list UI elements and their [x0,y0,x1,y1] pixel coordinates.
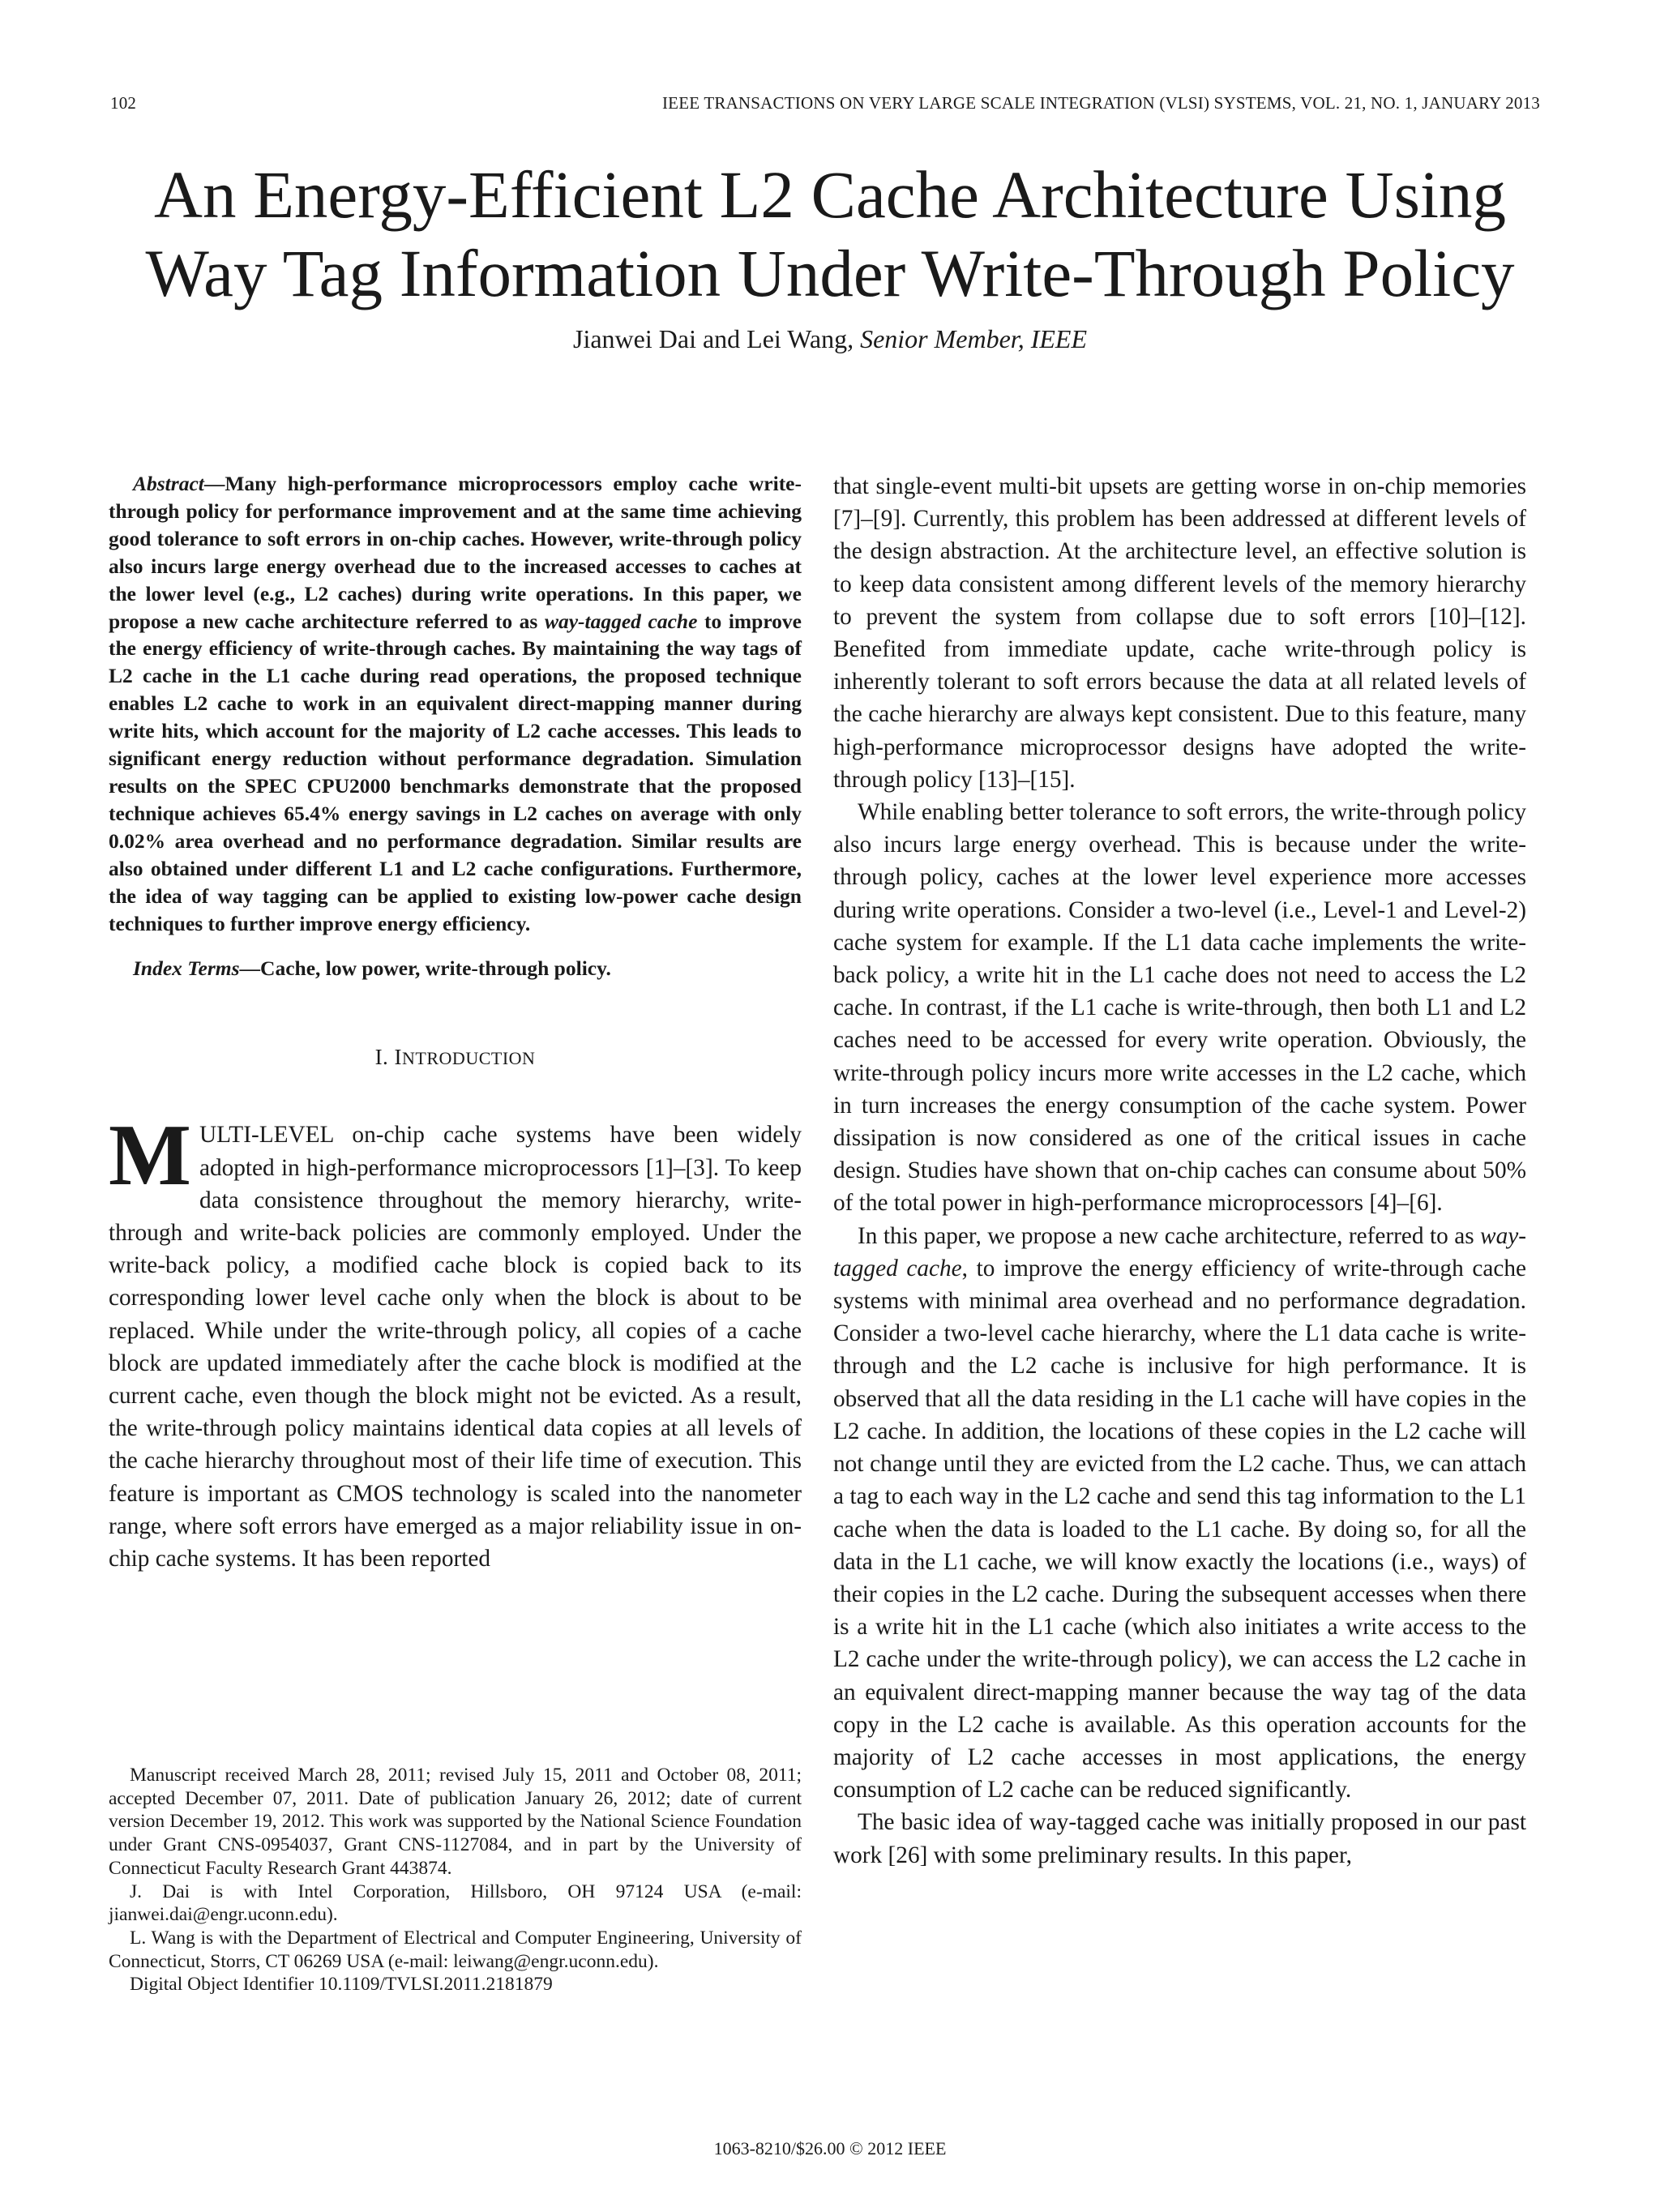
abstract [109,470,802,937]
footnote-dai: J. Dai is with Intel Corporation, Hillsboro, OH 97124 USA (e-mail: jianwei.dai@engr.uconn.edu). [109,1880,802,1926]
footnote-doi: Digital Object Identifier 10.1109/TVLSI.2011.2181879 [130,1974,553,1996]
intro-paragraph-2: While enabling better tolerance to soft errors, the write-through policy also incurs large energy overhead. This is because under the write-through policy, caches at the lower level experience more accesses during write operations. Consider a two-level (i.e., Level-1 and Level-2) cache system for example. If the L1 data cache implements the write-back policy, a write hit in the L1 cache does not need to access the L2 cache. In contrast, if the L1 cache is write-through, then both L1 and L2 caches need to be accessed for every write operation. Obviously, the write-through policy incurs more write accesses in the L2 cache, which in turn increases the energy consumption of the cache system. Power dissipation is now considered as one of the critical issues in cache design. Studies have shown that on-chip caches can consume about 50% of the total power in high-performance microprocessors [4]–[6]. [833,799,1526,1217]
intro-paragraph-4: The basic idea of way-tagged cache was initially proposed in our past work [26] with some preliminary results. In this paper, [833,1809,1526,1868]
intro-paragraph-3-b: , to improve the energy efficiency of write-through cache systems with minimal area overhead and no performance degradation. Consider a two-level cache hierarchy, where the L1 data cache is write-through and the L2 cache is inclusive for high performance. It is observed that all the data residing in the L1 cache will have copies in the L2 cache. In addition, the locations of these copies in the L2 cache will not change until they are evicted from the L2 cache. Thus, we can attach a tag to each way in the L2 cache and send this tag information to the L1 cache when the data is loaded to the L1 cache. By doing so, for all the data in the L1 cache, we will know exactly the locations (i.e., ways) of their copies in the L2 cache. During the subsequent accesses when there is a write hit in the L1 cache (which also initiates a write access to the L2 cache under the write-through policy), we can access the L2 cache in an equivalent direct-mapping manner because the way tag of the data copy in the L2 cache is available. As this operation accounts for the majority of L2 cache accesses in most applications, the energy consumption of L2 cache can be reduced significantly. [833,1255,1526,1803]
left-column [109,470,802,1575]
paper-title [0,156,1660,313]
abstract-text-1: —Many high-performance microprocessors employ cache write-through policy for performance improvement and at the same time achieving good tolerance to soft errors in on-chip caches. However, write-through policy also incurs large energy overhead due to the increased accesses to caches at the lower level (e.g., L2 caches) during write operations. In this paper, we propose a new cache architecture referred to as [109,472,802,633]
author-names: Jianwei Dai and Lei Wang [573,324,848,353]
footnote-manuscript: Manuscript received March 28, 2011; revised July 15, 2011 and October 08, 2011; accepted December 07, 2011. Date of publication January 26, 2012; date of current version December 19, 2012. This work was supported by the National Science Foundation under Grant CNS-0954037, Grant CNS-1127084, and in part by the University of Connecticut Faculty Research Grant 443874. [109,1765,802,1879]
intro-paragraph-3-a: In this paper, we propose a new cache architecture, referred to as [858,1222,1481,1249]
page-number: 102 [110,93,137,113]
intro-paragraph-1-text: ULTI-LEVEL on-chip cache systems have been widely adopted in high-performance microprocessors [1]–[3]. To keep data consistence throughout the memory hierarchy, write-through and write-back policies are commonly employed. Under the write-back policy, a modified cache block is copied back to its corresponding lower level cache only when the block is about to be replaced. While under the write-through policy, all copies of a cache block are updated immediately after the cache block is modified at the current cache, even though the block might not be evicted. As a result, the write-through policy maintains identical data copies at all levels of the cache hierarchy throughout most of their life time of execution. This feature is important as CMOS technology is scaled into the nanometer range, where soft errors have emerged as a major reliability issue in on-chip cache systems. It has been reported [109,1122,802,1572]
copyright-footer: 1063-8210/$26.00 © 2012 IEEE [713,2138,947,2159]
journal-header: IEEE TRANSACTIONS ON VERY LARGE SCALE INTEGRATION (VLSI) SYSTEMS, VOL. 21, NO. 1, JANUARY 2013 [661,93,1540,113]
section-title-rest: NTRODUCTION [402,1048,536,1069]
drop-cap: M [109,1107,191,1204]
intro-paragraph-3 [833,1220,1526,1807]
section-heading-introduction [109,1041,802,1075]
index-terms-text: —Cache, low power, write-through policy. [239,956,611,981]
index-terms-label: Index Terms [133,956,240,981]
intro-paragraph-1 [109,1107,802,1575]
section-numeral: I. I [374,1045,403,1070]
footnote-wang: L. Wang is with the Department of Electrical and Computer Engineering, University of Connecticut, Storrs, CT 06269 USA (e-mail: leiwang@engr.uconn.edu). [109,1927,802,1972]
intro-paragraph-3-italic: way-tagged cache [833,1222,1526,1281]
abstract-italic-term: way-tagged cache [544,609,698,633]
abstract-label: Abstract [133,472,204,495]
index-terms [109,955,802,982]
footnotes [109,1764,802,1996]
title-line-1: An Energy-Efficient L2 Cache Architecture Using [154,157,1506,232]
abstract-text-2: to improve the energy efficiency of write-through caches. By maintaining the way tags of L2 cache in the L1 cache during read operations, the proposed technique enables L2 cache to work in an equivalent direct-mapping manner during write hits, which account for the majority of L2 cache accesses. This leads to significant energy reduction without performance degradation. Simulation results on the SPEC CPU2000 benchmarks demonstrate that the proposed technique achieves 65.4% energy savings in L2 caches on average with only 0.02% area overhead and no performance degradation. Similar results are also obtained under different L1 and L2 cache configurations. Furthermore, the idea of way tagging can be applied to existing low-power cache design techniques to further improve energy efficiency. [109,609,802,935]
author-membership: , Senior Member, IEEE [847,324,1087,353]
author-line [0,321,1660,357]
intro-paragraph-1-continued: that single-event multi-bit upsets are getting worse in on-chip memories [7]–[9]. Currently, this problem has been addressed at different levels of the design abstraction. At the architecture level, an effective solution is to keep data consistent among different levels of the memory hierarchy to prevent the system from collapse due to soft errors [10]–[12]. Benefited from immediate update, cache write-through policy is inherently tolerant to soft errors because the data at all related levels of the cache hierarchy are always kept consistent. Due to this feature, many high-performance microprocessor designs have adopted the write-through policy [13]–[15]. [833,473,1526,793]
right-column [833,470,1526,1872]
running-head [110,91,1540,115]
title-line-2: Way Tag Information Under Write-Through Policy [145,236,1515,310]
